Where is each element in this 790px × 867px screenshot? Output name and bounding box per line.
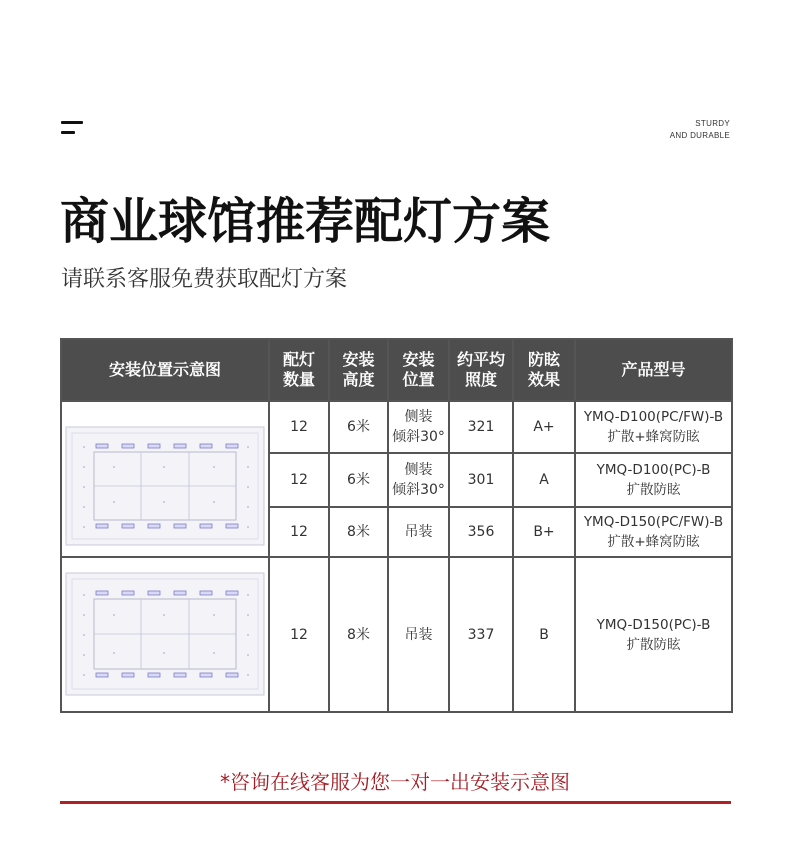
- cell-count: 12: [269, 401, 329, 453]
- cell-count: 12: [269, 453, 329, 507]
- header-count: 配灯 数量: [269, 339, 329, 401]
- cell-glare: A: [513, 453, 575, 507]
- cell-model: YMQ-D100(PC/FW)-B 扩散+蜂窝防眩: [575, 401, 732, 453]
- tagline: [670, 118, 730, 142]
- cell-model: YMQ-D150(PC/FW)-B 扩散+蜂窝防眩: [575, 507, 732, 557]
- header-position: 安装 位置: [388, 339, 449, 401]
- cell-height: 8米: [329, 507, 388, 557]
- cell-height: 6米: [329, 453, 388, 507]
- cell-position: 吊装: [388, 507, 449, 557]
- layout-diagram-cell-1: [61, 401, 269, 557]
- header-height: 安装 高度: [329, 339, 388, 401]
- cell-illuminance: 337: [449, 557, 513, 712]
- court-layout-diagram-1: [64, 407, 266, 552]
- lighting-plan-table: [60, 338, 733, 713]
- cell-glare: A+: [513, 401, 575, 453]
- hamburger-icon[interactable]: [61, 121, 85, 137]
- tagline-line-1: STURDY: [695, 119, 730, 128]
- cell-model: YMQ-D100(PC)-B 扩散防眩: [575, 453, 732, 507]
- page-title: 商业球馆推荐配灯方案: [60, 193, 551, 250]
- cell-position: 侧装 倾斜30°: [388, 453, 449, 507]
- cell-position: 吊装: [388, 557, 449, 712]
- consult-note: *咨询在线客服为您一对一出安装示意图: [220, 770, 570, 794]
- cell-model: YMQ-D150(PC)-B 扩散防眩: [575, 557, 732, 712]
- table-row: [61, 401, 732, 453]
- cell-illuminance: 301: [449, 453, 513, 507]
- cell-position: 侧装 倾斜30°: [388, 401, 449, 453]
- cell-illuminance: 321: [449, 401, 513, 453]
- header-illuminance: 约平均 照度: [449, 339, 513, 401]
- table-header-row: [61, 339, 732, 401]
- tagline-line-2: AND DURABLE: [669, 131, 730, 140]
- cell-illuminance: 356: [449, 507, 513, 557]
- divider-line: [60, 801, 731, 804]
- cell-count: 12: [269, 507, 329, 557]
- cell-count: 12: [269, 557, 329, 712]
- cell-height: 8米: [329, 557, 388, 712]
- layout-diagram-cell-2: [61, 557, 269, 712]
- cell-height: 6米: [329, 401, 388, 453]
- court-layout-diagram-2: [64, 565, 266, 705]
- table-row: [61, 557, 732, 712]
- cell-glare: B: [513, 557, 575, 712]
- header-glare: 防眩 效果: [513, 339, 575, 401]
- page-subtitle: 请联系客服免费获取配灯方案: [61, 267, 348, 292]
- header-model: 产品型号: [575, 339, 732, 401]
- cell-glare: B+: [513, 507, 575, 557]
- header-diagram: 安装位置示意图: [61, 339, 269, 401]
